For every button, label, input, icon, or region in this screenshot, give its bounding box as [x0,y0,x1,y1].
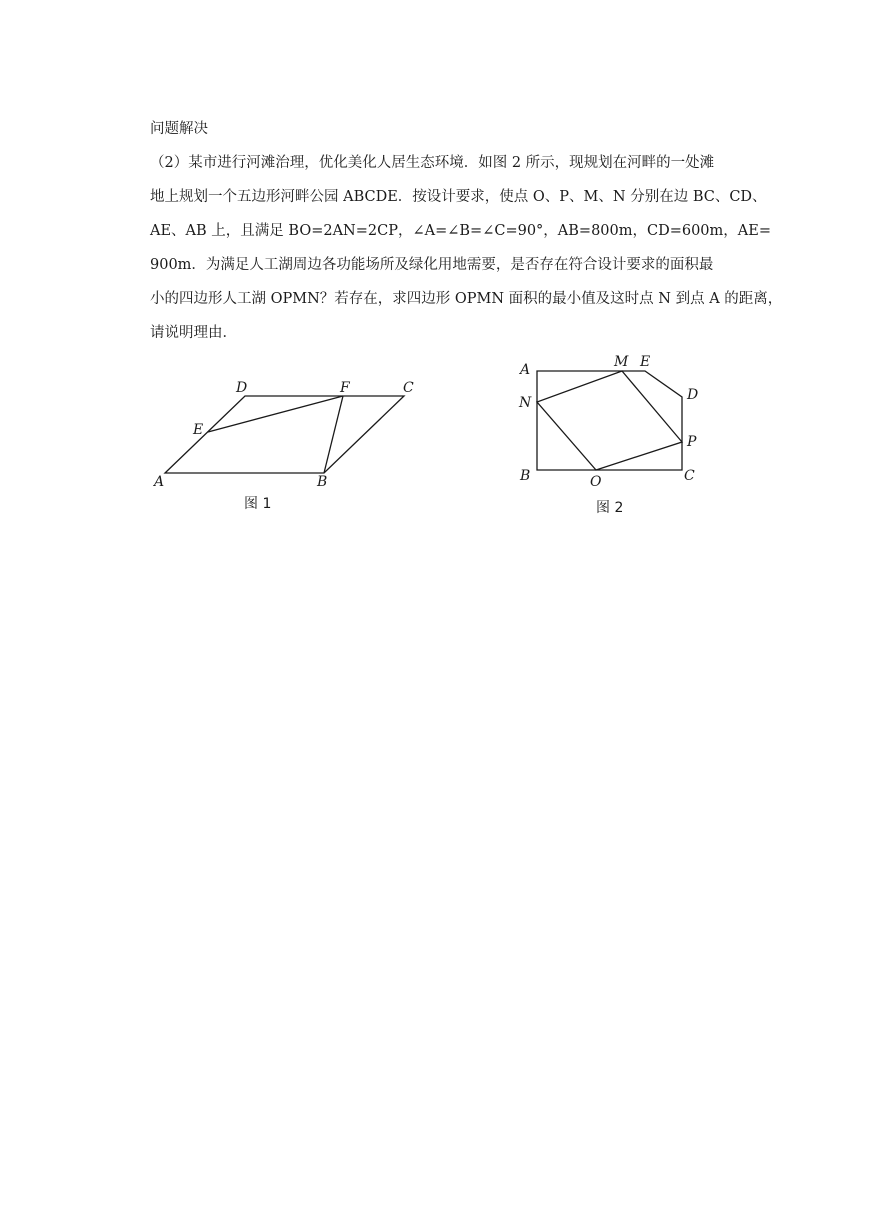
fig1-label-e: E [193,422,204,438]
fig2-label-c: C [684,468,695,484]
fig2-label-n: N [519,395,532,411]
fig2-label-o: O [590,474,602,490]
problem-line-2: 地上规划一个五边形河畔公园 ABCDE．按设计要求，使点 O、P、M、N 分别在边 BC、CD、 [150,189,767,205]
figure-1-diagram [150,372,430,522]
problem-line-4: 900m．为满足人工湖周边各功能场所及绿化用地需要，是否存在符合设计要求的面积最 [150,257,714,273]
fig1-label-f: F [340,380,350,396]
problem-line-6: 请说明理由． [150,325,237,341]
fig2-label-d: D [687,387,699,403]
fig1-label-c: C [403,380,414,396]
figure-2 [510,352,730,522]
problem-line-1: （2）某市进行河滩治理，优化美化人居生态环境．如图 2 所示，现规划在河畔的一处滩 [150,155,715,171]
problem-line-5: 小的四边形人工湖 OPMN？若存在，求四边形 OPMN 面积的最小值及这时点 N 到点 A 的距离， [150,291,783,307]
segment-ef [208,396,343,432]
fig1-label-a: A [154,474,165,490]
problem-line-3: AE、AB 上，且满足 BO=2AN=2CP，∠A=∠B=∠C=90°，AB=800m，CD=600m，AE= [150,223,771,239]
problem-heading: 问题解决 [150,121,208,137]
fig2-label-e: E [640,354,651,370]
fig2-label-b: B [520,468,531,484]
figure-2-diagram [510,352,730,522]
figure-1-caption: 图 1 [244,496,272,512]
problem-text [150,112,783,350]
fig2-label-p: P [687,434,697,450]
segment-fb [324,396,343,473]
figure-1 [150,372,430,522]
fig2-label-a: A [520,362,531,378]
figure-2-caption: 图 2 [596,500,624,516]
quadrilateral-opmn [537,371,682,470]
fig1-label-b: B [317,474,328,490]
fig1-label-d: D [236,380,248,396]
pentagon-abcde [537,371,682,470]
fig2-label-m: M [614,354,629,370]
